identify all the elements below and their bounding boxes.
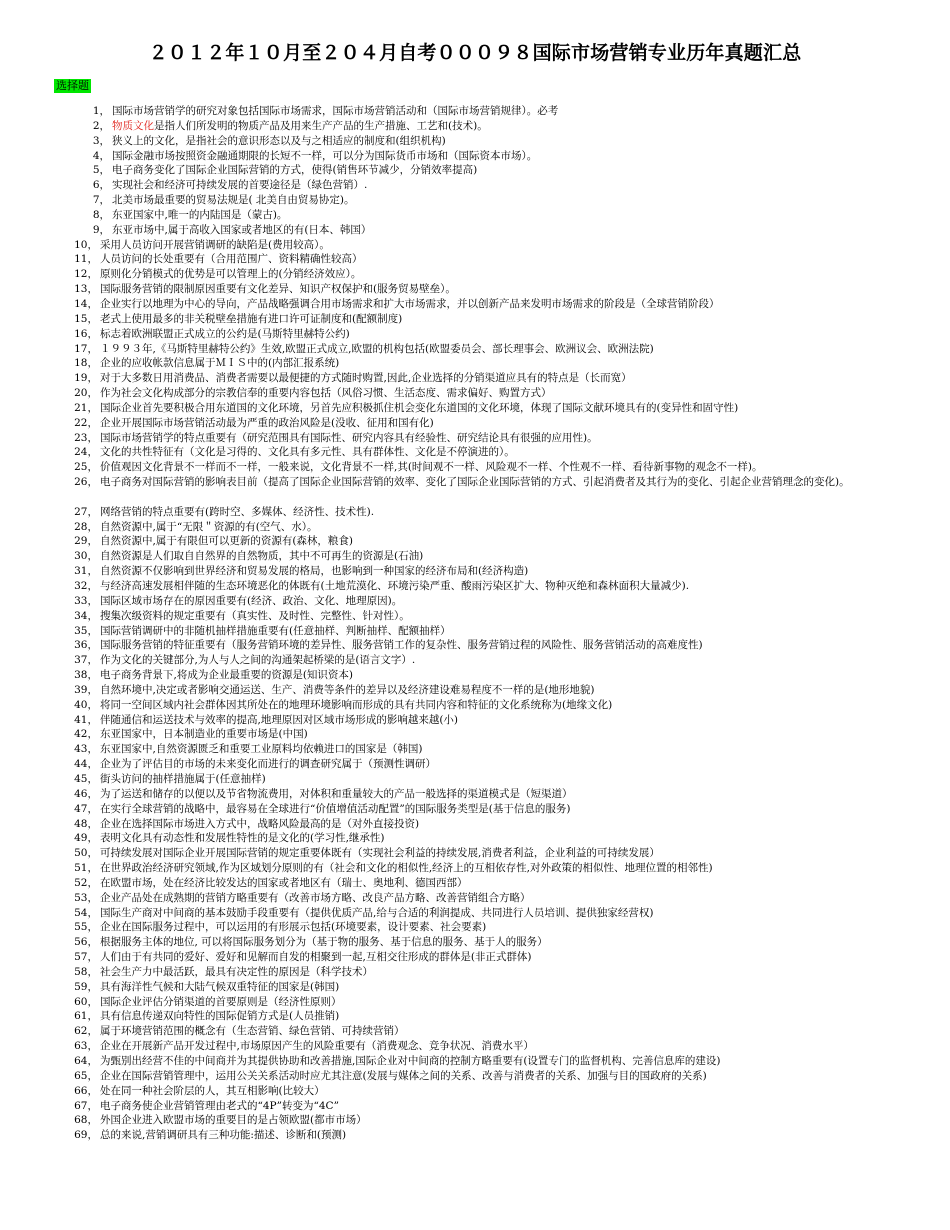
- question-number: 68，: [74, 1114, 98, 1127]
- question-text: 网络营销的特点重要有(跨时空、多媒体、经济性、技术性).: [100, 505, 375, 518]
- question-item: [0, 312, 950, 327]
- question-text: 国际企业评估分销渠道的首要原则是（经济性原则）: [100, 995, 342, 1008]
- question-item: [0, 713, 950, 728]
- question-number: 23，: [74, 431, 98, 444]
- question-item: [0, 1128, 950, 1143]
- question-item: [0, 178, 950, 193]
- question-number: 18，: [74, 357, 98, 370]
- question-text: 北美市场最重要的贸易法规是( 北美自由贸易协定)。: [112, 194, 355, 207]
- question-text: 具有海洋性气候和大陆气候双重特征的国家是(韩国): [100, 980, 340, 993]
- question-item: [0, 401, 950, 416]
- question-item: [0, 995, 950, 1010]
- question-item: [0, 624, 950, 639]
- question-number: 2，: [92, 119, 110, 132]
- question-text: 自然资源中,属于“无限＂资源的有(空气、水）。: [100, 520, 318, 533]
- question-number: 63，: [74, 1040, 98, 1053]
- question-item: [0, 505, 950, 520]
- question-text: 社会生产力中最活跃，最具有决定性的原因是（科学技术）: [100, 965, 373, 978]
- question-number: 28，: [74, 520, 98, 533]
- question-item: [0, 772, 950, 787]
- question-item: [0, 356, 950, 371]
- question-item: [0, 1099, 950, 1114]
- question-text: 国际市场营销学的研究对象包括国际市场需求，国际市场营销活动和（国际市场营销规律）。必考: [112, 105, 559, 117]
- question-number: 64，: [74, 1055, 98, 1067]
- question-item: [0, 965, 950, 980]
- question-item: [0, 208, 950, 223]
- question-item: [0, 134, 950, 149]
- question-text: 自然资源中,属于有限但可以更新的资源有(森林，粮食): [100, 535, 354, 548]
- question-number: 29，: [74, 535, 98, 548]
- question-item: [0, 727, 950, 742]
- question-text: 属于环境营销范围的概念有（生态营销、绿色营销、可持续营销）: [100, 1025, 405, 1038]
- highlighted-term: 物质文化: [112, 119, 154, 132]
- question-text: 将同一空间区域内社会群体因其所处在的地理环境影响而形成的具有共同内容和特征的文化系统称为(地缘文化): [100, 698, 613, 711]
- question-text: 企业在开展新产品开发过程中,市场原因产生的风险重要有（消费观念、竞争状况、消费水平）: [100, 1040, 534, 1053]
- question-item: [0, 891, 950, 906]
- question-text: 为甄别出经营不佳的中间商并为其提供协助和改善措施,国际企业对中间商的控制方略重要有(设置专门的监督机构、完善信息库的建设): [100, 1055, 721, 1067]
- question-number: 40，: [74, 698, 98, 711]
- question-text: 东亚国家中,自然资源匮乏和重要工业原料均依赖进口的国家是（韩国): [100, 743, 423, 756]
- question-text: 企业的应收帐款信息属于ＭＩＳ中的(内部汇报系统): [100, 357, 340, 370]
- question-number: 20，: [74, 387, 98, 400]
- question-item: [0, 742, 950, 757]
- question-item: [0, 431, 950, 446]
- question-number: 53，: [74, 891, 98, 904]
- question-item: [0, 297, 950, 312]
- question-item: [0, 802, 950, 817]
- question-text: 国际生产商对中间商的基本鼓励手段重要有（提供优质产品,给与合适的利润提成、共同进行人员培训、提供独家经营权): [100, 906, 654, 919]
- question-number: 69，: [74, 1129, 98, 1142]
- question-item: [0, 698, 950, 713]
- question-number: 49，: [74, 832, 98, 845]
- question-number: 37，: [74, 654, 98, 667]
- question-item: [0, 1113, 950, 1128]
- question-item: [0, 163, 950, 178]
- question-text: [112, 119, 902, 134]
- question-item: [0, 609, 950, 624]
- question-number: 62，: [74, 1025, 98, 1038]
- question-number: 45，: [74, 772, 98, 785]
- question-item: [0, 282, 950, 297]
- question-text: 伴随通信和运送技术与效率的提高,地理原因对区域市场形成的影响越来越(小): [100, 713, 459, 726]
- question-text: 电子商务对国际营销的影响表目前（提高了国际企业国际营销的效率、变化了国际企业国际营销的方式、引起消费者及其行为的变化、引起企业营销理念的变化)。: [100, 476, 850, 489]
- question-number: 38，: [74, 669, 98, 682]
- question-number: 39，: [74, 683, 98, 696]
- question-item: [0, 668, 950, 683]
- question-item: [0, 757, 950, 772]
- question-number: 44，: [74, 758, 98, 771]
- question-text: 总的来说,营销调研具有三种功能:描述、诊断和(预测): [100, 1129, 347, 1142]
- question-number: 1，: [92, 105, 110, 117]
- question-item: [0, 238, 950, 253]
- question-number: 9，: [92, 223, 110, 236]
- question-number: 27，: [74, 505, 98, 518]
- question-text: 狭义上的文化，是指社会的意识形态以及与之相适应的制度和(组织机构): [112, 134, 446, 147]
- section-label: 选择题: [56, 79, 89, 92]
- question-text: 国际金融市场按照资金融通期限的长短不一样，可以分为国际货币市场和（国际资本市场）。: [112, 149, 538, 162]
- question-text: 标志着欧洲联盟正式成立的公约是(马斯特里赫特公约): [100, 327, 350, 340]
- question-text: 外国企业进入欧盟市场的重要目的是占领欧盟(都市市场）: [100, 1114, 367, 1127]
- question-number: 67，: [74, 1099, 98, 1112]
- question-item: [0, 861, 950, 876]
- question-text: 原则化分销模式的优势是可以管理上的(分销经济效应）。: [100, 268, 362, 281]
- question-number: 12，: [74, 268, 98, 281]
- question-number: 51，: [74, 862, 98, 875]
- question-text: 企业产品处在成熟期的营销方略重要有（改善市场方略、改良产品方略、改善营销组合方略）: [100, 891, 531, 904]
- question-text: 与经济高速发展相伴随的生态环境恶化的体既有(土地荒漠化、环境污染严重、酸雨污染区扩大、物种灭绝和森林面积大量减少).: [100, 580, 690, 592]
- question-item: [0, 906, 950, 921]
- question-number: 47，: [74, 802, 98, 815]
- question-number: 5，: [92, 164, 110, 177]
- question-number: 58，: [74, 965, 98, 978]
- question-text: 电子商务使企业营销管理由老式的“4P”转变为“4C”: [100, 1099, 339, 1112]
- question-item: [0, 1039, 950, 1054]
- question-item: [0, 149, 950, 164]
- question-item: [0, 342, 950, 357]
- question-text: 表明文化具有动态性和发展性特性的是文化的(学习性,继承性): [100, 832, 385, 845]
- question-number: 11，: [74, 253, 98, 266]
- question-text: 企业在选择国际市场进入方式中，战略风险最高的是（对外直接投资): [100, 817, 420, 830]
- question-item: [0, 475, 950, 505]
- question-item: [0, 416, 950, 431]
- question-item: [0, 1084, 950, 1099]
- question-number: 25，: [74, 461, 98, 474]
- question-text: 国际区域市场存在的原因重要有(经济、政治、文化、地理原因)。: [100, 594, 403, 607]
- question-item: [0, 104, 950, 119]
- question-number: 13，: [74, 283, 98, 296]
- question-text: 企业开展国际市场营销活动最为严重的政治风险是(没收、征用和国有化): [100, 416, 434, 429]
- question-item: [0, 1024, 950, 1039]
- question-number: 48，: [74, 817, 98, 830]
- question-item: [0, 846, 950, 861]
- question-number: 55，: [74, 921, 98, 934]
- question-item: [0, 980, 950, 995]
- question-number: 17，: [74, 342, 98, 355]
- question-number: 8，: [92, 208, 110, 221]
- question-number: 26，: [74, 476, 98, 489]
- question-item: [0, 920, 950, 935]
- question-text: 采用人员访问开展营销调研的缺陷是(费用较高）。: [100, 238, 330, 251]
- question-number: 52，: [74, 876, 98, 889]
- question-text: 自然资源不仅影响到世界经济和贸易发展的格局，也影响到一种国家的经济布局和(经济构造): [100, 565, 529, 578]
- question-item: [0, 327, 950, 342]
- question-item: [0, 950, 950, 965]
- question-number: 61，: [74, 1010, 98, 1023]
- question-number: 60，: [74, 995, 98, 1008]
- question-number: 24，: [74, 446, 98, 459]
- question-text: 作为社会文化构成部分的宗教信奉的重要内容包括（风俗习惯、生活态度、需求偏好、购置方式）: [100, 387, 552, 400]
- question-text: 在实行全球营销的战略中，最容易在全球进行“价值增值活动配置”的国际服务类型是(基于信息的服务): [100, 802, 571, 815]
- question-text: 在世界政治经济研究领域,作为区域划分原则的有（社会和文化的相似性,经济上的互相依存性,对外政策的相似性、地理位置的相邻性): [100, 862, 713, 875]
- question-text: 为了运送和储存的以便以及节省物流费用，对体积和重量较大的产品一般选择的渠道模式是（短渠道）: [100, 787, 573, 800]
- question-text: 人员访问的长处重要有（合用范围广、资料精确性较高）: [100, 253, 363, 266]
- question-text: 根据服务主体的地位, 可以将国际服务划分为（基于物的服务、基于信息的服务、基于人的服务）: [100, 936, 548, 949]
- question-text: 企业为了评估目的市场的未来变化而进行的调查研究属于（预测性调研）: [100, 758, 436, 771]
- question-number: 15，: [74, 312, 98, 325]
- question-item: [0, 549, 950, 564]
- question-number: 6，: [92, 179, 110, 192]
- question-number: 31，: [74, 565, 98, 578]
- question-number: 42，: [74, 728, 98, 741]
- question-text: 对于大多数日用消费品、消费者需要以最便捷的方式随时购置,因此,企业选择的分销渠道应具有的特点是（长而宽）: [100, 372, 632, 385]
- question-number: 59，: [74, 980, 98, 993]
- question-number: 66，: [74, 1084, 98, 1097]
- question-text: 处在同一种社会阶层的人，其互相影响(比较大）: [100, 1084, 325, 1097]
- question-item: [0, 653, 950, 668]
- question-text: 电子商务变化了国际企业国际营销的方式，使得(销售环节减少，分销效率提高): [112, 164, 478, 177]
- question-number: 30，: [74, 550, 98, 563]
- question-item: [0, 564, 950, 579]
- question-text: 搜集次级资料的规定重要有（真实性、及时性、完整性、针对性）。: [100, 609, 410, 622]
- question-text: 自然环境中,决定或者影响交通运送、生产、消费等条件的差异以及经济建设难易程度不一样的是(地形地貌): [100, 683, 595, 696]
- question-item: [0, 594, 950, 609]
- question-number: 36，: [74, 639, 98, 652]
- question-number: 50，: [74, 847, 98, 860]
- question-text-rest: 是指人们所发明的物质产品及用来生产产品的生产措施、工艺和(技术)。: [154, 119, 488, 132]
- question-number: 19，: [74, 372, 98, 385]
- question-text: 企业在国际服务过程中，可以运用的有形展示包括(环境要素，设计要素、社会要素): [100, 921, 487, 934]
- question-item: [0, 534, 950, 549]
- question-number: 4，: [92, 149, 110, 162]
- page-title: ２０１２年１０月至２０４月自考０００９８国际市场营销专业历年真题汇总: [148, 42, 802, 64]
- question-number: 16，: [74, 327, 98, 340]
- question-number: 22，: [74, 416, 98, 429]
- question-number: 54，: [74, 906, 98, 919]
- question-item: [0, 460, 950, 475]
- question-item: [0, 1009, 950, 1024]
- question-text: 国际服务营销的特征重要有（服务营销环境的差异性、服务营销工作的复杂性、服务营销过程的风险性、服务营销活动的高难度性): [100, 639, 703, 652]
- question-number: 14，: [74, 297, 98, 310]
- question-number: 43，: [74, 743, 98, 756]
- question-item: [0, 252, 950, 267]
- question-text: 国际服务营销的限制原因重要有文化差异、知识产权保护和(服务贸易壁垒）。: [100, 283, 456, 296]
- question-item: [0, 1054, 950, 1069]
- question-text: 电子商务背景下,将成为企业最重要的资源是(知识资本): [100, 669, 354, 682]
- question-text: 价值观因文化背景不一样而不一样，一般来说，文化背景不一样,其(时间观不一样、风险观不一样、个性观不一样、看待新事物的观念不一样)。: [100, 461, 763, 474]
- question-number: 57，: [74, 951, 98, 964]
- question-item: [0, 787, 950, 802]
- question-number: 3，: [92, 134, 110, 147]
- question-item: [0, 445, 950, 460]
- question-text: 具有信息传递双向特性的国际促销方式是(人员推销): [100, 1010, 340, 1023]
- question-text: 东亚市场中,属于高收入国家或者地区的有(日本、韩国）: [112, 223, 372, 236]
- question-text: 东亚国家中,唯一的内陆国是（蒙古)。: [112, 208, 288, 221]
- question-text: 文化的共性特征有（文化是习得的、文化具有多元性、具有群体性、文化是不停演进的）。: [100, 446, 515, 459]
- question-item: [0, 386, 950, 401]
- question-number: 41，: [74, 713, 98, 726]
- question-text: 人们由于有共同的爱好、爱好和见解而自发的相聚到一起,互相交往形成的群体是(非正式群体): [100, 951, 532, 964]
- question-number: 56，: [74, 936, 98, 949]
- question-number: 35，: [74, 624, 98, 637]
- question-item: [0, 579, 950, 594]
- question-number: 21，: [74, 401, 98, 414]
- question-text: 老式上使用最多的非关税壁垒措施有进口许可证制度和(配额制度): [100, 312, 403, 325]
- question-list: [0, 104, 950, 1143]
- question-item: [0, 223, 950, 238]
- question-item: [0, 876, 950, 891]
- question-text: 实现社会和经济可持续发展的首要途径是（绿色营销）.: [112, 179, 368, 192]
- question-text: 东亚国家中，日本制造业的重要市场是(中国): [100, 728, 308, 741]
- question-item: [0, 193, 950, 208]
- question-number: 46，: [74, 787, 98, 800]
- question-item: [0, 267, 950, 282]
- question-item: [0, 935, 950, 950]
- question-item: [0, 683, 950, 698]
- question-number: 32，: [74, 580, 98, 592]
- question-text: 企业在国际营销管理中，运用公关关系活动时应尤其注意(发展与媒体之间的关系、改善与消费者的关系、加强与目的国政府的关系): [100, 1069, 707, 1082]
- question-text: 街头访问的抽样措施属于(任意抽样): [100, 772, 266, 785]
- question-number: 7，: [92, 194, 110, 207]
- question-item: [0, 1069, 950, 1084]
- question-item: [0, 371, 950, 386]
- question-text: 在欧盟市场，处在经济比较发达的国家或者地区有（瑞士、奥地利、德国西部）: [100, 876, 468, 889]
- question-number: 65，: [74, 1069, 98, 1082]
- question-number: 33，: [74, 594, 98, 607]
- question-item: [0, 831, 950, 846]
- question-number: 10，: [74, 238, 98, 251]
- question-text: 国际市场营销学的特点重要有（研究范围具有国际性、研究内容具有经验性、研究结论具有很强的应用性)。: [100, 431, 598, 444]
- question-text: 企业实行以地理为中心的导向，产品战略强调合用市场需求和扩大市场需求，并以创新产品来发明市场需求的阶段是（全球营销阶段）: [100, 297, 720, 310]
- question-number: 34，: [74, 609, 98, 622]
- question-text: 作为文化的关键部分,为人与人之间的沟通架起桥梁的是(语言文字）.: [100, 654, 416, 667]
- question-item: [0, 638, 950, 653]
- question-text: 国际营销调研中的非随机抽样措施重要有(任意抽样、判断抽样、配额抽样）: [100, 624, 451, 637]
- question-item: [0, 520, 950, 535]
- question-text: 自然资源是人们取自自然界的自然物质，其中不可再生的资源是(石油): [100, 550, 424, 563]
- question-text: 国际企业首先要积极合用东道国的文化环境，另首先应积极抓住机会变化东道国的文化环境，体现了国际文献环境具有的(变异性和固守性): [100, 401, 739, 414]
- question-text: １９９３年,《马斯特里赫特公约》生效,欧盟正式成立,欧盟的机构包括(欧盟委员会、部长理事会、欧洲议会、欧洲法院): [100, 342, 654, 355]
- question-item: [0, 119, 950, 134]
- question-item: [0, 817, 950, 832]
- question-text: 可持续发展对国际企业开展国际营销的规定重要体既有（实现社会利益的持续发展,消费者利益，企业利益的可持续发展）: [100, 847, 660, 860]
